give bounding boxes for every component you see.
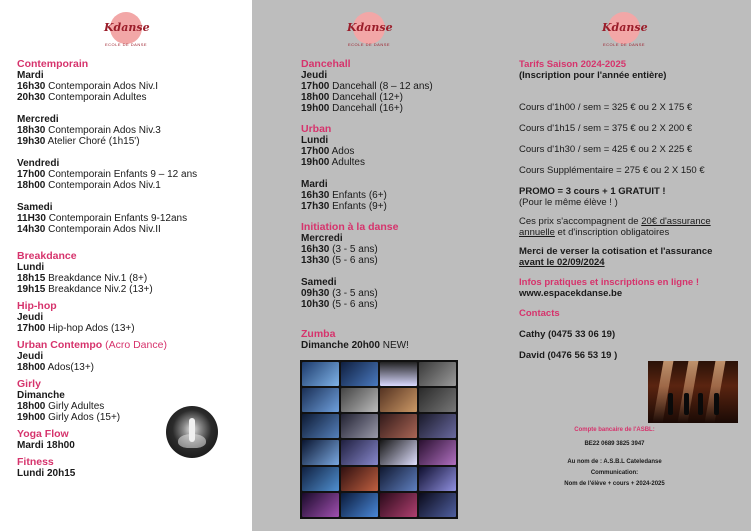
section-title: Fitness <box>17 456 54 468</box>
yoga-schedule: Mardi 18h00 <box>17 440 75 451</box>
payment-text: Merci de verser la cotisation et l'assurance <box>519 246 713 257</box>
class-line: 09h30 (3 - 5 ans) <box>301 288 378 299</box>
class-line: 18h30 Contemporain Ados Niv.3 <box>17 125 161 136</box>
logo-text: Kdanse <box>347 21 393 34</box>
class-line: 18h00 Contemporain Ados Niv.1 <box>17 180 161 191</box>
day-label: Mardi <box>17 70 44 81</box>
kdanse-logo <box>602 12 646 56</box>
price-line: Cours d'1h30 / sem = 425 € ou 2 X 225 € <box>519 144 693 155</box>
class-line: 18h00 Dancehall (12+) <box>301 92 404 103</box>
day-label: Mercredi <box>17 114 59 125</box>
logo-tagline: ECOLE DE DANSE <box>602 42 646 47</box>
class-line: 19h00 Adultes <box>301 157 365 168</box>
day-label: Mardi <box>301 179 328 190</box>
price-line: Cours d'1h15 / sem = 375 € ou 2 X 200 € <box>519 123 693 134</box>
contact-cathy: Cathy (0475 33 06 19) <box>519 329 616 340</box>
class-line: 16h30 Contemporain Ados Niv.I <box>17 81 159 92</box>
stage-photo <box>648 361 738 423</box>
photo-collage <box>300 360 458 519</box>
class-line: 19h15 Breakdance Niv.2 (13+) <box>17 284 153 295</box>
panel-left <box>0 0 252 531</box>
class-line: 16h30 Enfants (6+) <box>301 190 387 201</box>
class-line: 13h30 (5 - 6 ans) <box>301 255 378 266</box>
day-label: Dimanche <box>17 390 65 401</box>
logo-tagline: ECOLE DE DANSE <box>347 42 391 47</box>
bank-info <box>542 426 687 488</box>
communication-text: Nom de l'élève + cours + 2024-2025 <box>564 481 665 487</box>
section-title: Yoga Flow <box>17 428 69 440</box>
promo-note: (Pour le même élève ! ) <box>519 197 618 208</box>
kdanse-logo <box>347 12 391 56</box>
class-line: 11H30 Contemporain Enfants 9-12ans <box>17 213 188 224</box>
class-line: 14h30 Contemporain Ados Niv.II <box>17 224 161 235</box>
day-label: Samedi <box>17 202 53 213</box>
class-line: 20h30 Contemporain Adultes <box>17 92 147 103</box>
tarifs-title: Tarifs Saison 2024-2025 <box>519 59 627 70</box>
section-title: Zumba <box>301 328 336 340</box>
class-line: 19h30 Atelier Choré (1h15') <box>17 136 140 147</box>
class-line: 10h30 (5 - 6 ans) <box>301 299 378 310</box>
day-label: Lundi <box>17 262 45 273</box>
zumba-schedule: Dimanche 20h00 NEW! <box>301 340 409 351</box>
class-line: 18h00 Girly Adultes <box>17 401 105 412</box>
class-line: 17h00 Hip-hop Ados (13+) <box>17 323 135 334</box>
section-title: Urban <box>301 123 332 135</box>
tarifs-info <box>519 59 749 361</box>
logo-text: Kdanse <box>602 21 648 34</box>
section-title: Initiation à la danse <box>301 221 399 233</box>
class-line: 17h00 Contemporain Enfants 9 – 12 ans <box>17 169 198 180</box>
promo: PROMO = 3 cours + 1 GRATUIT ! <box>519 186 666 197</box>
day-label: Jeudi <box>17 312 44 323</box>
day-label: Vendredi <box>17 158 60 169</box>
logo-tagline: ECOLE DE DANSE <box>104 42 148 47</box>
panel-right <box>502 0 751 531</box>
fitness-schedule: Lundi 20h15 <box>17 468 76 479</box>
logo-text: Kdanse <box>104 21 150 34</box>
class-line: 17h00 Dancehall (8 – 12 ans) <box>301 81 433 92</box>
kdanse-logo <box>104 12 148 56</box>
schedule-middle <box>301 59 501 351</box>
dancer-photo <box>166 406 218 458</box>
day-label: Mercredi <box>301 233 343 244</box>
tarifs-subtitle: (Inscription pour l'année entière) <box>519 70 667 81</box>
day-label: Samedi <box>301 277 337 288</box>
price-line: Cours d'1h00 / sem = 325 € ou 2 X 175 € <box>519 102 693 113</box>
day-label: Jeudi <box>301 70 328 81</box>
class-line: 18h00 Ados(13+) <box>17 362 95 373</box>
section-title: Girly <box>17 378 41 390</box>
contacts-title: Contacts <box>519 308 560 319</box>
website-link[interactable]: www.espacekdanse.be <box>519 288 623 299</box>
section-title: Dancehall <box>301 58 351 70</box>
day-label: Lundi <box>301 135 329 146</box>
class-line: 19h00 Girly Ados (15+) <box>17 412 121 423</box>
class-line: 17h30 Enfants (9+) <box>301 201 387 212</box>
section-title: Urban Contempo (Acro Dance) <box>17 339 167 351</box>
section-title: Contemporain <box>17 58 89 70</box>
assurance-text: Ces prix s'accompagnent de 20€ d'assurance annuelle et d'inscription obligatoires <box>519 216 711 238</box>
account-holder: Au nom de : A.S.B.L Cateledanse <box>567 459 662 465</box>
price-line: Cours Supplémentaire = 275 € ou 2 X 150 € <box>519 165 705 176</box>
contact-david: David (0476 56 53 19 ) <box>519 350 618 361</box>
class-line: 16h30 (3 - 5 ans) <box>301 244 378 255</box>
section-title: Hip-hop <box>17 300 57 312</box>
iban: BE22 0689 3825 3947 <box>584 441 645 447</box>
section-title: Breakdance <box>17 250 77 262</box>
class-line: 17h00 Ados <box>301 146 355 157</box>
day-label: Jeudi <box>17 351 44 362</box>
class-line: 18h15 Breakdance Niv.1 (8+) <box>17 273 148 284</box>
infos-title: Infos pratiques et inscriptions en ligne ! <box>519 277 699 288</box>
bank-title: Compte bancaire de l'ASBL: <box>574 427 655 433</box>
class-line: 19h00 Dancehall (16+) <box>301 103 404 114</box>
payment-deadline: avant le 02/09/2024 <box>519 257 605 268</box>
communication-label: Communication: <box>590 470 639 476</box>
